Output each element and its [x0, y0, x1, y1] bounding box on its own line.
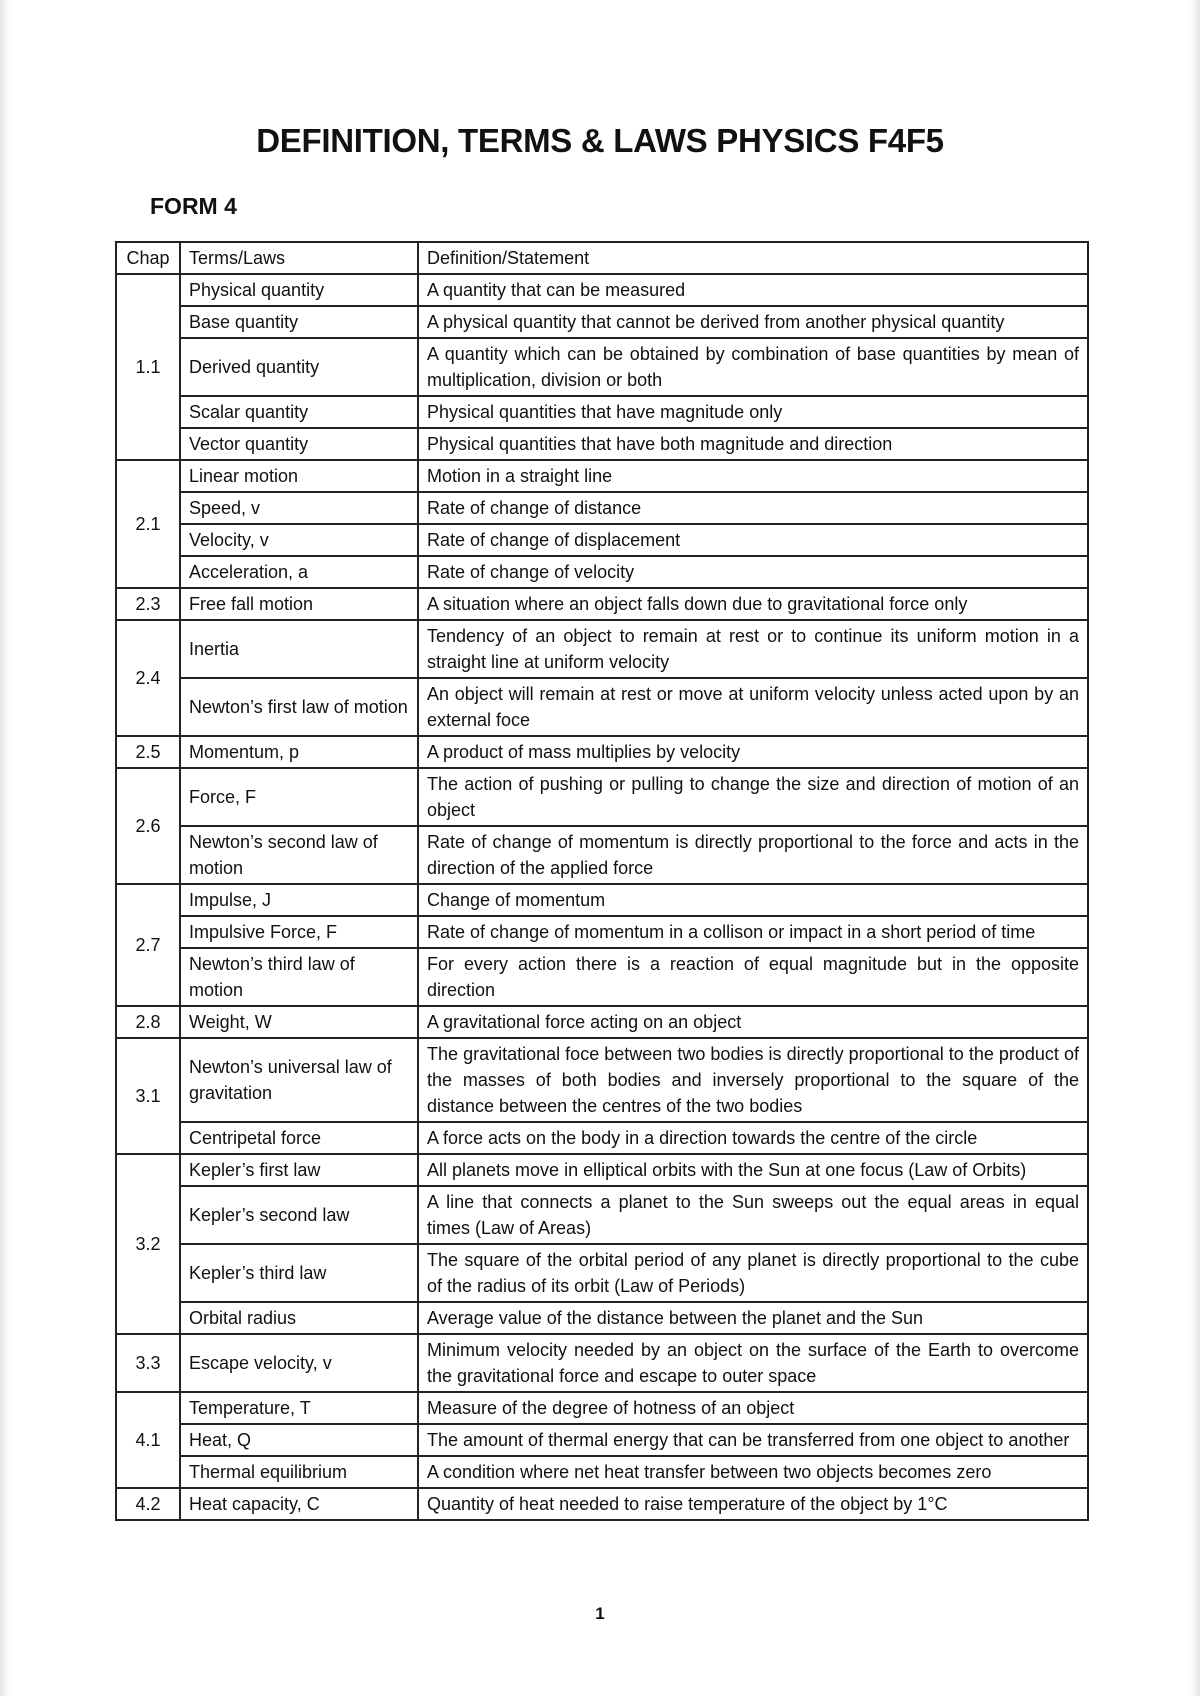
table-row: [116, 556, 1088, 588]
definition-cell: Rate of change of displacement: [418, 524, 1088, 556]
term-cell: Newton’s first law of motion: [180, 678, 418, 736]
term-cell: Base quantity: [180, 306, 418, 338]
chapter-number: 3.3: [116, 1334, 180, 1392]
term-cell: Acceleration, a: [180, 556, 418, 588]
table-row: [116, 916, 1088, 948]
chapter-number: 1.1: [116, 274, 180, 460]
definition-cell: A product of mass multiplies by velocity: [418, 736, 1088, 768]
table-row: [116, 768, 1088, 826]
definition-cell: A physical quantity that cannot be derived from another physical quantity: [418, 306, 1088, 338]
table-row: [116, 338, 1088, 396]
term-cell: Heat, Q: [180, 1424, 418, 1456]
term-cell: Free fall motion: [180, 588, 418, 620]
table-row: [116, 826, 1088, 884]
chapter-number: 4.2: [116, 1488, 180, 1520]
document-title: DEFINITION, TERMS & LAWS PHYSICS F4F5: [256, 122, 944, 159]
table-row: [116, 1122, 1088, 1154]
term-cell: Kepler’s first law: [180, 1154, 418, 1186]
term-cell: Centripetal force: [180, 1122, 418, 1154]
table-row: [116, 1244, 1088, 1302]
definition-cell: Rate of change of momentum in a collison or impact in a short period of time: [418, 916, 1088, 948]
term-cell: Momentum, p: [180, 736, 418, 768]
table-row: [116, 678, 1088, 736]
definition-cell: A force acts on the body in a direction towards the centre of the circle: [418, 1122, 1088, 1154]
definition-cell: The amount of thermal energy that can be transferred from one object to another: [418, 1424, 1088, 1456]
table-row: [116, 1186, 1088, 1244]
definition-cell: An object will remain at rest or move at uniform velocity unless acted upon by an external foce: [418, 678, 1088, 736]
table-row: [116, 274, 1088, 306]
term-cell: Newton’s second law of motion: [180, 826, 418, 884]
table-row: [116, 1488, 1088, 1520]
header-terms-laws: Terms/Laws: [180, 242, 418, 274]
chapter-number: 2.7: [116, 884, 180, 1006]
definition-cell: A quantity that can be measured: [418, 274, 1088, 306]
chapter-number: 2.4: [116, 620, 180, 736]
definition-cell: The square of the orbital period of any planet is directly proportional to the cube of the radius of its orbit (Law of Periods): [418, 1244, 1088, 1302]
table-header-row: [116, 242, 1088, 274]
definition-cell: Average value of the distance between the planet and the Sun: [418, 1302, 1088, 1334]
table-row: [116, 948, 1088, 1006]
term-cell: Velocity, v: [180, 524, 418, 556]
table-row: [116, 1334, 1088, 1392]
table-row: [116, 884, 1088, 916]
definition-cell: Quantity of heat needed to raise temperature of the object by 1°C: [418, 1488, 1088, 1520]
definition-cell: A condition where net heat transfer between two objects becomes zero: [418, 1456, 1088, 1488]
chapter-number: 2.3: [116, 588, 180, 620]
table-row: [116, 1424, 1088, 1456]
table-row: [116, 1006, 1088, 1038]
definition-cell: Motion in a straight line: [418, 460, 1088, 492]
term-cell: Derived quantity: [180, 338, 418, 396]
table-row: [116, 1456, 1088, 1488]
definition-cell: A gravitational force acting on an object: [418, 1006, 1088, 1038]
term-cell: Inertia: [180, 620, 418, 678]
section-heading-form-4: FORM 4: [150, 193, 237, 219]
term-cell: Newton’s third law of motion: [180, 948, 418, 1006]
definition-cell: A line that connects a planet to the Sun sweeps out the equal areas in equal times (Law of Areas): [418, 1186, 1088, 1244]
chapter-number: 2.1: [116, 460, 180, 588]
chapter-number: 3.2: [116, 1154, 180, 1334]
table-body: [116, 274, 1088, 1520]
definition-cell: Physical quantities that have both magnitude and direction: [418, 428, 1088, 460]
chapter-number: 2.6: [116, 768, 180, 884]
table-row: [116, 524, 1088, 556]
term-cell: Orbital radius: [180, 1302, 418, 1334]
term-cell: Physical quantity: [180, 274, 418, 306]
definition-cell: All planets move in elliptical orbits with the Sun at one focus (Law of Orbits): [418, 1154, 1088, 1186]
definition-cell: Minimum velocity needed by an object on the surface of the Earth to overcome the gravitational force and escape to outer space: [418, 1334, 1088, 1392]
definition-cell: Rate of change of distance: [418, 492, 1088, 524]
definition-cell: The gravitational foce between two bodies is directly proportional to the product of the masses of both bodies and inversely proportional to the square of the distance between the centres of the two bodies: [418, 1038, 1088, 1122]
definition-cell: The action of pushing or pulling to change the size and direction of motion of an object: [418, 768, 1088, 826]
term-cell: Kepler’s third law: [180, 1244, 418, 1302]
term-cell: Impulsive Force, F: [180, 916, 418, 948]
table-row: [116, 306, 1088, 338]
term-cell: Thermal equilibrium: [180, 1456, 418, 1488]
table-row: [116, 1302, 1088, 1334]
definition-cell: Physical quantities that have magnitude only: [418, 396, 1088, 428]
chapter-number: 2.8: [116, 1006, 180, 1038]
definition-cell: Rate of change of momentum is directly proportional to the force and acts in the direction of the applied force: [418, 826, 1088, 884]
term-cell: Heat capacity, C: [180, 1488, 418, 1520]
term-cell: Weight, W: [180, 1006, 418, 1038]
table-row: [116, 1038, 1088, 1122]
term-cell: Kepler’s second law: [180, 1186, 418, 1244]
term-cell: Temperature, T: [180, 1392, 418, 1424]
header-definition-statement: Definition/Statement: [418, 242, 1088, 274]
term-cell: Linear motion: [180, 460, 418, 492]
term-cell: Newton’s universal law of gravitation: [180, 1038, 418, 1122]
table-row: [116, 1392, 1088, 1424]
term-cell: Speed, v: [180, 492, 418, 524]
term-cell: Force, F: [180, 768, 418, 826]
table-row: [116, 620, 1088, 678]
page-edge-left: [0, 0, 10, 1696]
definition-cell: Rate of change of velocity: [418, 556, 1088, 588]
definitions-table: [115, 241, 1089, 1521]
chapter-number: 2.5: [116, 736, 180, 768]
term-cell: Impulse, J: [180, 884, 418, 916]
definition-cell: Tendency of an object to remain at rest or to continue its uniform motion in a straight line at uniform velocity: [418, 620, 1088, 678]
definition-cell: A quantity which can be obtained by combination of base quantities by mean of multiplication, division or both: [418, 338, 1088, 396]
term-cell: Scalar quantity: [180, 396, 418, 428]
table-row: [116, 736, 1088, 768]
table-row: [116, 1154, 1088, 1186]
definition-cell: Measure of the degree of hotness of an object: [418, 1392, 1088, 1424]
table-row: [116, 588, 1088, 620]
table-row: [116, 428, 1088, 460]
definition-cell: For every action there is a reaction of equal magnitude but in the opposite direction: [418, 948, 1088, 1006]
page-number: 1: [595, 1604, 605, 1623]
chapter-number: 4.1: [116, 1392, 180, 1488]
definition-cell: A situation where an object falls down due to gravitational force only: [418, 588, 1088, 620]
page-edge-right: [1190, 0, 1200, 1696]
table-row: [116, 460, 1088, 492]
header-chap: Chap: [116, 242, 180, 274]
definition-cell: Change of momentum: [418, 884, 1088, 916]
table-row: [116, 396, 1088, 428]
term-cell: Escape velocity, v: [180, 1334, 418, 1392]
term-cell: Vector quantity: [180, 428, 418, 460]
table-row: [116, 492, 1088, 524]
chapter-number: 3.1: [116, 1038, 180, 1154]
